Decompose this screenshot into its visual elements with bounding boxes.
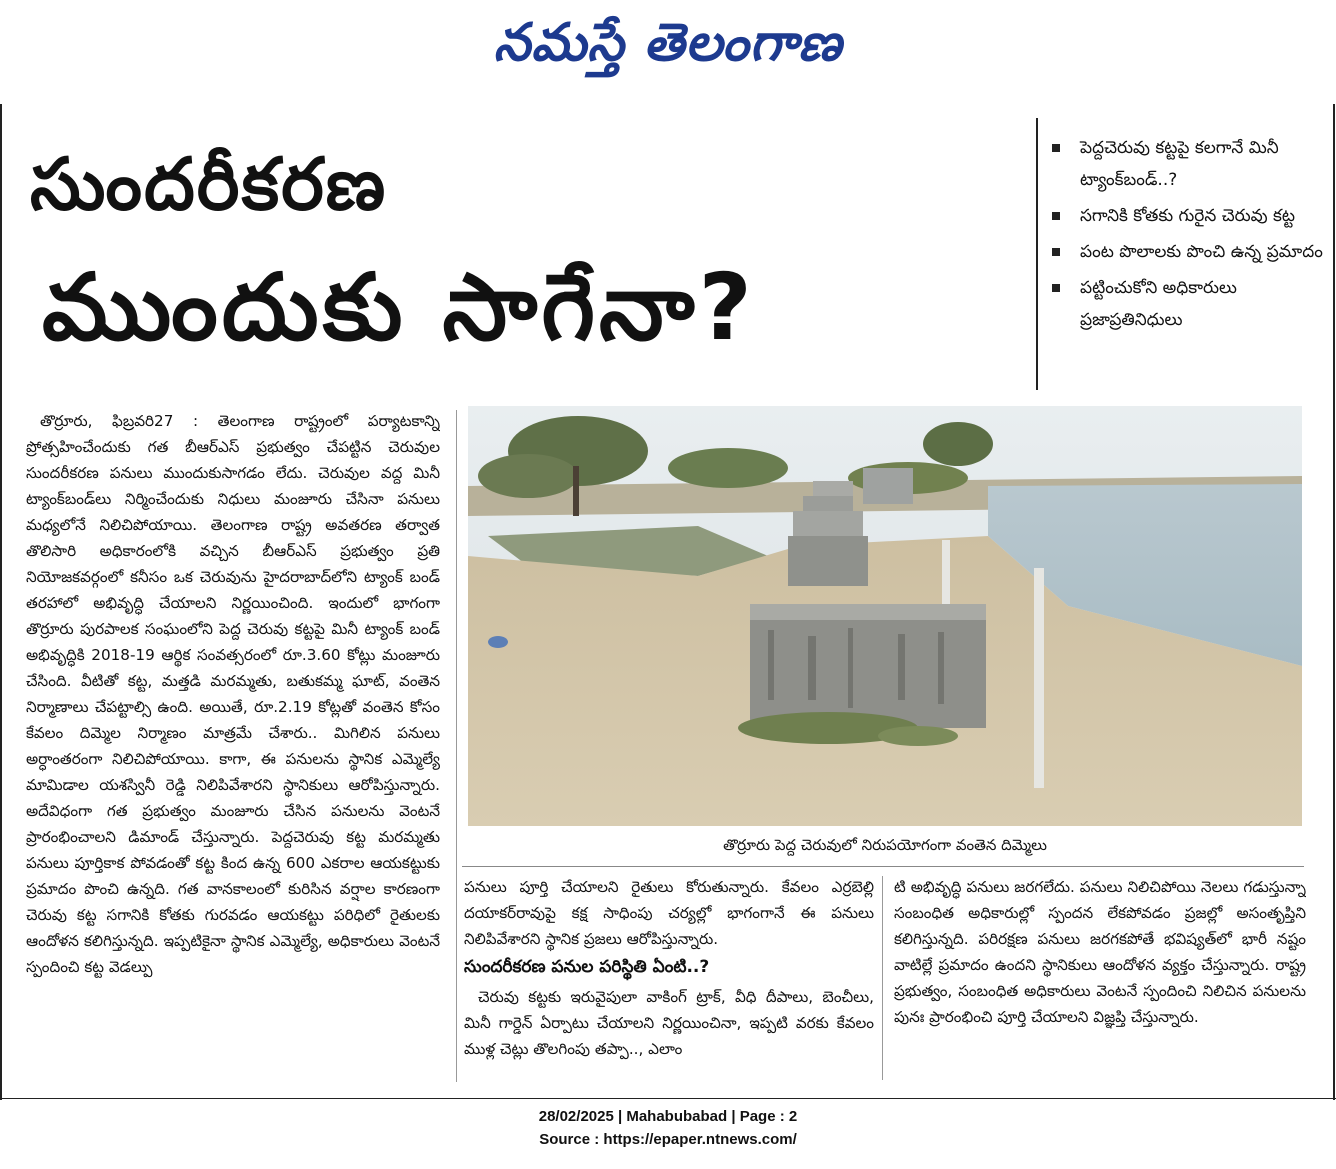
article-column-3 — [894, 874, 1306, 1084]
bullet-divider — [1036, 118, 1038, 390]
footer-source-link[interactable]: Source : https://epaper.ntnews.com/ — [539, 1131, 797, 1148]
article-paragraph: చెరువు కట్టకు ఇరువైపులా వాకింగ్‌ ట్రాక్‌, వీధి దీపాలు, బెంచీలు, మినీ గార్డెన్‌ ఏర్పాటు చేయాలని నిర్ణయించినా, ఇప్పటి వరకు కేవలం ముళ్ల చెట్లు తొలగింపు తప్పా.., ఎలాం — [464, 988, 874, 1058]
bullet-square-icon — [1052, 248, 1060, 256]
highlight-item: సగానికి కోతకు గురైన చెరువు కట్ట — [1052, 200, 1328, 232]
right-border — [1333, 104, 1335, 1100]
article-paragraph: టి అభివృద్ధి పనులు జరగలేదు. పనులు నిలిచిపోయి నెలలు గడుస్తున్నా సంబంధిత అధికారుల్లో స్పందన లేకపోవడం ప్రజల్లో అసంతృప్తిని కలిగిస్తున్నది. పరిరక్షణ పనులు జరగకపోతే భవిష్యత్‌లో భారీ నష్టం వాటిల్లే ప్రమాదం ఉందని స్థానికులు ఆందోళన వ్యక్తం చేస్తున్నారు. రాష్ట్ర ప్రభుత్వం, సంబంధిత అధికారులు వెంటనే స్పందించి నిలిచిన పనులను పునః ప్రారంభించి పూర్తి చేయాలని విజ్ఞప్తి చేస్తున్నారు. — [894, 878, 1306, 1026]
article-subheading: సుందరీకరణ పనుల పరిస్థితి ఏంటి..? — [464, 957, 710, 977]
lake-photo-illustration — [468, 406, 1302, 826]
newspaper-masthead: నమస్తే తెలంగాణ — [493, 13, 843, 73]
bullet-square-icon — [1052, 144, 1060, 152]
article-paragraph: పనులు పూర్తి చేయాలని రైతులు కోరుతున్నారు. కేవలం ఎర్రబెల్లి దయాకర్‌రావుపై కక్ష సాధింపు చర్యల్లో భాగంగానే ఈ పనులు నిలిపివేశారని స్థానిక ప్రజలు ఆరోపిస్తున్నారు. — [464, 878, 874, 948]
bullet-square-icon — [1052, 212, 1060, 220]
article-column-1 — [26, 408, 440, 1082]
article-column-2 — [464, 874, 874, 1084]
footer-date-line: 28/02/2025 | Mahabubabad | Page : 2 — [538, 1108, 798, 1125]
headline-line-1: సుందరీకరణ — [30, 142, 388, 226]
column-divider — [456, 410, 457, 1082]
highlight-item: పెద్దచెరువు కట్టపై కలగానే మినీ ట్యాంక్‌బండ్..? — [1052, 132, 1328, 196]
headline-line-2: ముందుకు సాగేనా? — [42, 254, 756, 361]
photo-caption: తొర్రూరు పెద్ద చెరువులో నిరుపయోగంగా వంతెన దిమ్మెలు — [723, 836, 1047, 854]
lake-photo — [468, 406, 1302, 826]
highlights-list — [1052, 132, 1328, 340]
highlight-item: పంట పొలాలకు పొంచి ఉన్న ప్రమాదం — [1052, 236, 1328, 268]
caption-rule — [462, 866, 1304, 867]
bullet-square-icon — [1052, 284, 1060, 292]
column-divider-2 — [882, 876, 883, 1080]
highlight-item: పట్టించుకోని అధికారులు ప్రజాప్రతినిధులు — [1052, 272, 1328, 336]
bottom-rule — [0, 1098, 1336, 1099]
left-border — [0, 104, 2, 1100]
article-paragraph: తొర్రూరు, ఫిబ్రవరి27 : తెలంగాణ రాష్ట్రంలో పర్యాటకాన్ని ప్రోత్సహించేందుకు గత బీఆర్‌ఎస్‌ ప్రభుత్వం చేపట్టిన చెరువుల సుందరీకరణ పనులు ముందుకుసాగడం లేదు. చెరువుల వద్ద మినీ ట్యాంక్‌బండ్‌లు నిర్మించేందుకు నిధులు మంజూరు చేసినా పనులు మధ్యలోనే నిలిచిపోయాయి. తెలంగాణ రాష్ట్ర అవతరణ తర్వాత తొలిసారి అధికారంలోకి వచ్చిన బీఆర్‌ఎస్‌ ప్రభుత్వం ప్రతి నియోజకవర్గంలో కనీసం ఒక చెరువును హైదరాబాద్‌లోని ట్యాంక్‌ బండ్‌ తరహాలో అభివృద్ధి చేయాలని నిర్ణయించింది. ఇందులో భాగంగా తొర్రూరు పురపాలక సంఘంలోని పెద్ద చెరువు కట్టపై మినీ ట్యాంక్‌ బండ్‌ అభివృద్ధికి 2018-19 ఆర్థిక సంవత్సరంలో రూ.3.60 కోట్లు మంజూరు చేసింది. వీటితో కట్ట, మత్తడి మరమ్మతు, బతుకమ్మ ఘాట్‌, వంతెన నిర్మాణాలు చేపట్టాల్సి ఉంది. అయితే, రూ.2.19 కోట్లతో వంతెన కోసం కేవలం దిమ్మెల నిర్మాణం మాత్రమే చేశారు.. మిగిలిన పనులు అర్ధాంతరంగా నిలిచిపోయాయి. కాగా, ఈ పనులను స్థానిక ఎమ్మెల్యే మామిడాల యశస్వినీ రెడ్డి నిలిపివేశారని స్థానికులు ఆరోపిస్తున్నారు. అదేవిధంగా గత ప్రభుత్వం మంజూరు చేసిన పనులను వెంటనే ప్రారంభించాలని డిమాండ్‌ చేస్తున్నారు. పెద్దచెరువు కట్ట మరమ్మతు పనులు పూర్తికాక పోవడంతో కట్ట కింద ఉన్న 600 ఎకరాల ఆయకట్టుకు ప్రమాదం పొంచి ఉన్నది. గత వానకాలంలో కురిసిన వర్షాల కారణంగా చెరువు కట్ట సగానికి కోతకు గురవడం ఆయకట్టు పరిధిలో రైతులకు ఆందోళన కలిగిస్తున్నది. ఇప్పటికైనా స్థానిక ఎమ్మెల్యే, అధికారులు వెంటనే స్పందించి కట్ట వెడల్పు — [26, 412, 440, 976]
